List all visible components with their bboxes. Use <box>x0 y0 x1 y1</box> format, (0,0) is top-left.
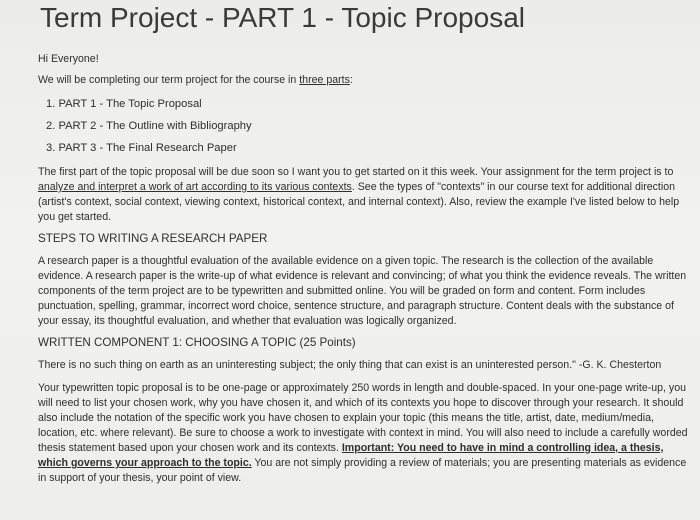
three-parts-link[interactable]: three parts <box>299 74 350 86</box>
proposal-text-b: You are not simply providing a review of materials; you are presenting materials as evidence in support of your thesis, your point of view. <box>38 457 687 484</box>
proposal-important: Important: You need to have in mind a controlling idea, a thesis, which governs your approach to the topic. <box>38 442 664 469</box>
intro-text <box>38 73 696 88</box>
quote-text: There is no such thing on earth as an uninteresting subject; the only thing that can exist is an uninterested person." -G. K. Chesterton <box>38 359 662 371</box>
proposal-paragraph <box>38 381 696 486</box>
parts-list <box>46 93 696 159</box>
intro-pre: We will be completing our term project for the course in <box>38 74 300 86</box>
list-item-part-3: 3. PART 3 - The Final Research Paper <box>46 142 237 154</box>
intro-post: : <box>349 74 353 86</box>
assignment-underlined: analyze and interpret a work of art according to its various contexts <box>38 181 352 193</box>
greeting-text: Hi Everyone! <box>38 53 99 65</box>
list-item-part-2: 2. PART 2 - The Outline with Bibliography <box>46 120 252 132</box>
page-title: Term Project - PART 1 - Topic Proposal <box>40 2 525 33</box>
steps-heading: STEPS TO WRITING A RESEARCH PAPER <box>38 232 268 245</box>
list-item-part-1: 1. PART 1 - The Topic Proposal <box>46 98 202 110</box>
component-heading: WRITTEN COMPONENT 1: CHOOSING A TOPIC (25 Points) <box>38 336 356 349</box>
assignment-text-a: The first part of the topic proposal will be due soon so I want you to get started on it this week. Your assignment for the term project is to <box>38 166 674 178</box>
research-paper-paragraph: A research paper is a thoughtful evaluation of the available evidence on a given topic. The research is the collection of the available evidence. A research paper is the write-up of what evidence is relevant and convincing; of what you think the evidence reveals. The written components of the term project are to be typewritten and submitted online. You will be graded on form and content. Form includes punctuation, spelling, grammar, incorrect word choice, sentence structure, and paragraph structure. Content deals with the substance of your essay, its thoughtful evaluation, and whether that evaluation was logically organized. <box>38 255 687 327</box>
assignment-paragraph <box>38 165 696 225</box>
proposal-text-a: Your typewritten topic proposal is to be one-page or approximately 250 words in length and double-spaced. In your one-page write-up, you will need to list your chosen work, why you have chosen it, and which of its contexts you hope to discover through your research. It should also include the notation of the specific work you have chosen to explain your topic (this means the title, artist, date, medium/media, location, etc. where relevant). Be sure to choose a work to investigate with context in mind. You will also need to include a carefully worded thesis statement based upon your chosen work and its contexts. <box>38 382 688 454</box>
assignment-text-b: . See the types of "contexts" in our course text for additional direction (artist's context, social context, viewing context, historical context, and internal context). Also, review the example I've listed below to help you get started. <box>38 181 680 223</box>
document-body <box>38 52 696 490</box>
